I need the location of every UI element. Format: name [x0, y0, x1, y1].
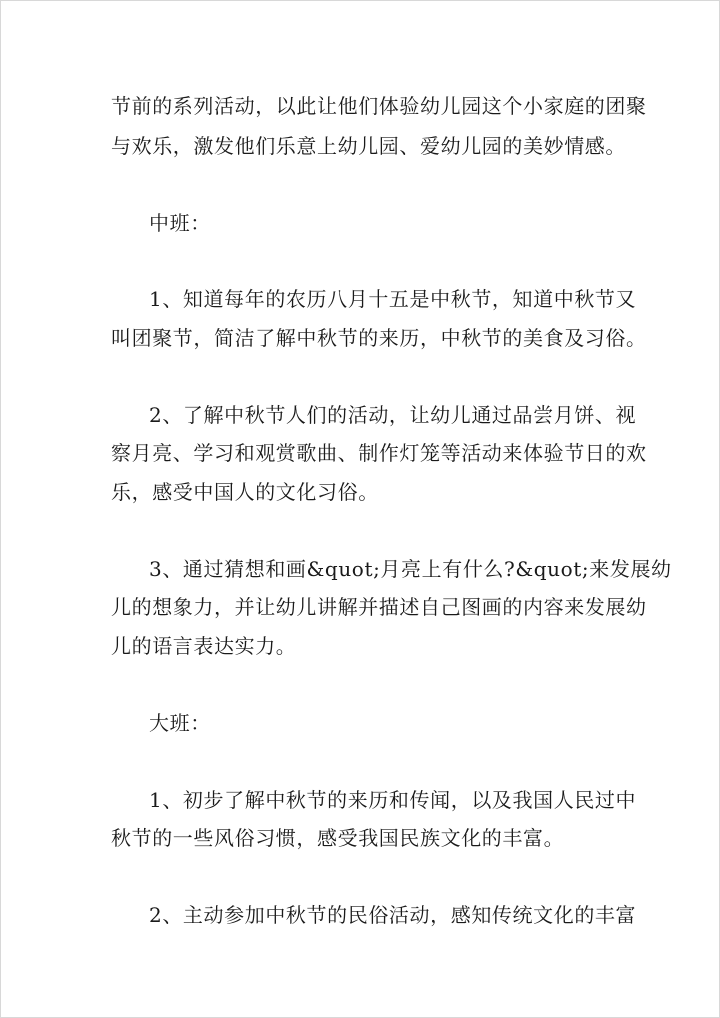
text-line: 叫团聚节，简洁了解中秋节的来历，中秋节的美食及习俗。: [111, 326, 647, 350]
text-line: 1、知道每年的农历八月十五是中秋节，知道中秋节又: [149, 287, 637, 311]
text-line: 儿的语言表达实力。: [111, 634, 297, 658]
text-line: 察月亮、学习和观赏歌曲、制作灯笼等活动来体验节日的欢: [111, 441, 647, 465]
text-line: 与欢乐，激发他们乐意上幼儿园、爱幼儿园的美妙情感。: [111, 134, 626, 158]
text-line: 儿的想象力，并让幼儿讲解并描述自己图画的内容来发展幼: [111, 595, 647, 619]
text-line: 2、主动参加中秋节的民俗活动，感知传统文化的丰富: [149, 903, 637, 927]
text-line: 2、了解中秋节人们的活动，让幼儿通过品尝月饼、视: [149, 403, 637, 427]
text-line: 节前的系列活动，以此让他们体验幼儿园这个小家庭的团聚: [111, 94, 647, 118]
text-line: 1、初步了解中秋节的来历和传闻，以及我国人民过中: [149, 788, 637, 812]
text-line: 3、通过猜想和画&quot;月亮上有什么?&quot;来发展幼: [149, 557, 672, 581]
text-line: 秋节的一些风俗习惯，感受我国民族文化的丰富。: [111, 826, 565, 850]
text-line: 乐，感受中国人的文化习俗。: [111, 480, 379, 504]
section-heading-senior-class: 大班：: [149, 711, 211, 735]
section-heading-middle-class: 中班：: [149, 211, 211, 235]
